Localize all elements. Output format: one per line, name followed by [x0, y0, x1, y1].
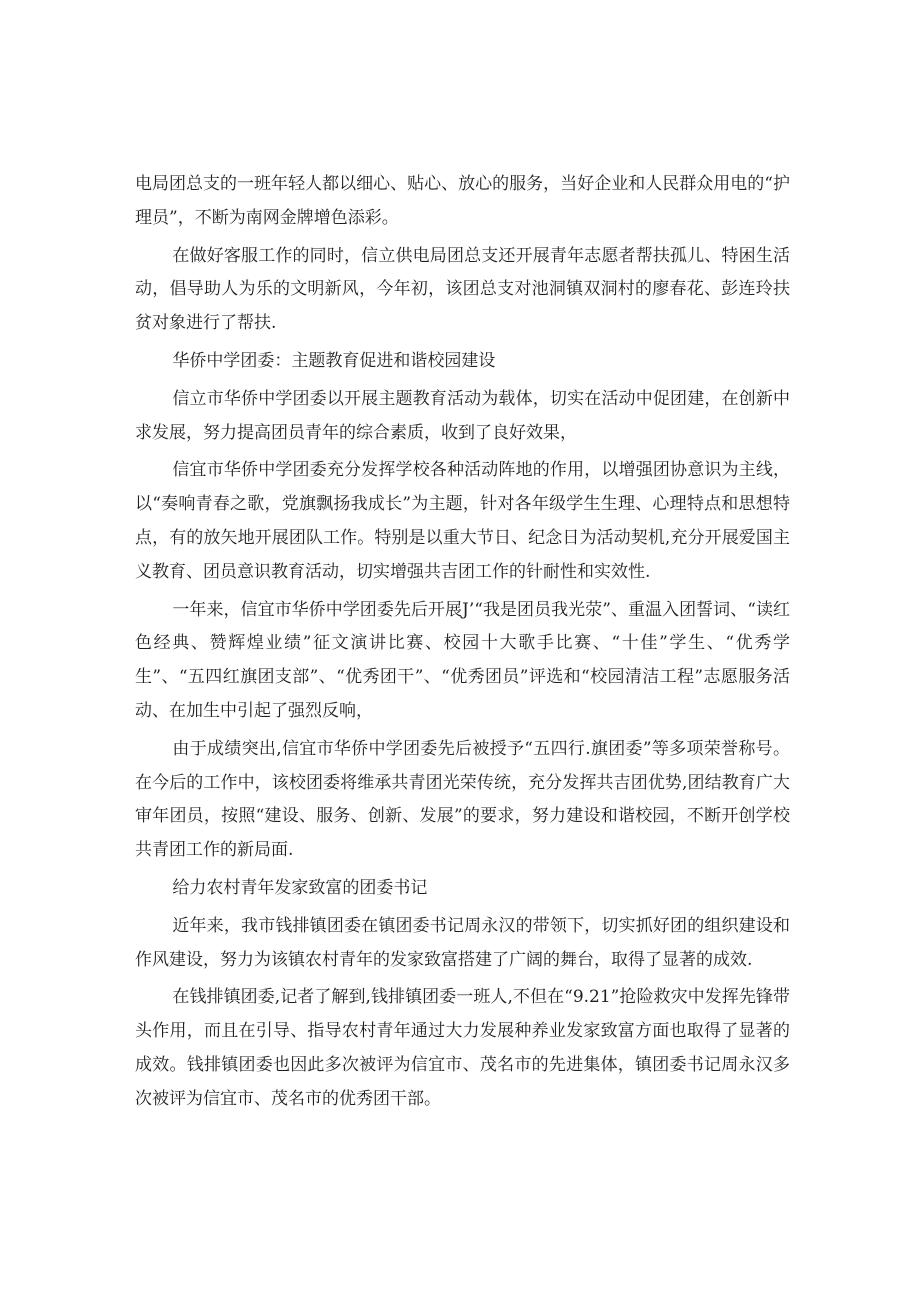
document-body — [135, 168, 790, 1121]
paragraph: 在钱排镇团委,记者了解到,钱排镇团委一班人,不但在“9.21”抢险救灾中发挥先锋带头作用，而且在引导、指导农村青年通过大力发展种养业发家致富方面也取得了显著的成效。钱排镇团委也因此多次被评为信宜市、茂名市的先进集体，镇团委书记周永汉多次被评为信宜市、茂名市的优秀团干部。 — [135, 987, 790, 1109]
paragraph: 一年来，信宜市华侨中学团委先后开展J’“我是团员我光荥”、重温入团誓词、“读红色经典、赞辉煌业绩”征文演讲比赛、校园十大歌手比赛、“十佳”学生、“优秀学生”、“五四红旗团支部”、“优秀团干”、“优秀团员”评选和“校园清洁工程”志愿服务活动、在加生中引起了强烈反响， — [135, 599, 790, 721]
paragraph: 信立市华侨中学团委以开展主题教育活动为载体，切实在活动中促团建，在创新中求发展，努力提高团员青年的综合素质，收到了良好效果， — [135, 388, 790, 443]
paragraph: 电局团总支的一班年轻人都以细心、贴心、放心的服务，当好企业和人民群众用电的“护理员”，不断为南网金牌增色添彩。 — [135, 174, 790, 228]
paragraph: 信宜市华侨中学团委充分发挥学校各种活动阵地的作用，以增强团协意识为主线，以“奏响青春之歌，党旗飘扬我成长”为主题，针对各年级学生生理、心理特点和思想特点，有的放矢地开展团队工作。特别是以重大节日、纪念日为活动契机,充分开展爱国主义教育、团员意识教育活动，切实增强共吉团工作的针耐性和实效性. — [135, 460, 790, 582]
paragraph: 在做好客服工作的同时，信立供电局团总支还开展青年志愿者帮扶孤儿、特困生活动，倡导助人为乐的文明新风，今年初，该团总支对池洞镇双洞村的廖春花、彭连玲扶贫对象进行了帮扶. — [135, 245, 790, 334]
section-heading: 华侨中学团委：主题教育促进和谐校园建设 — [172, 350, 496, 371]
paragraph: 近年来，我市钱排镇团委在镇团委书记周永汉的带领下，切实抓好团的组织建设和作风建设，努力为该镇农村青年的发家致富搭建了广阔的舞台，取得了显著的成效. — [135, 915, 790, 970]
section-heading: 给力农村青年发家致富的团委书记 — [172, 877, 428, 898]
paragraph: 由于成绩突出,信宜市华侨中学团委先后被授予“五四行.旗团委”等多项荣誉称号。在今后的工作中，该校团委将维承共青团光荣传统，充分发挥共吉团优势,团结教育广大审年团员，按照“建设、服务、创新、发展”的要求，努力建设和谐校园，不断开创学校共青团工作的新局面. — [135, 738, 790, 861]
